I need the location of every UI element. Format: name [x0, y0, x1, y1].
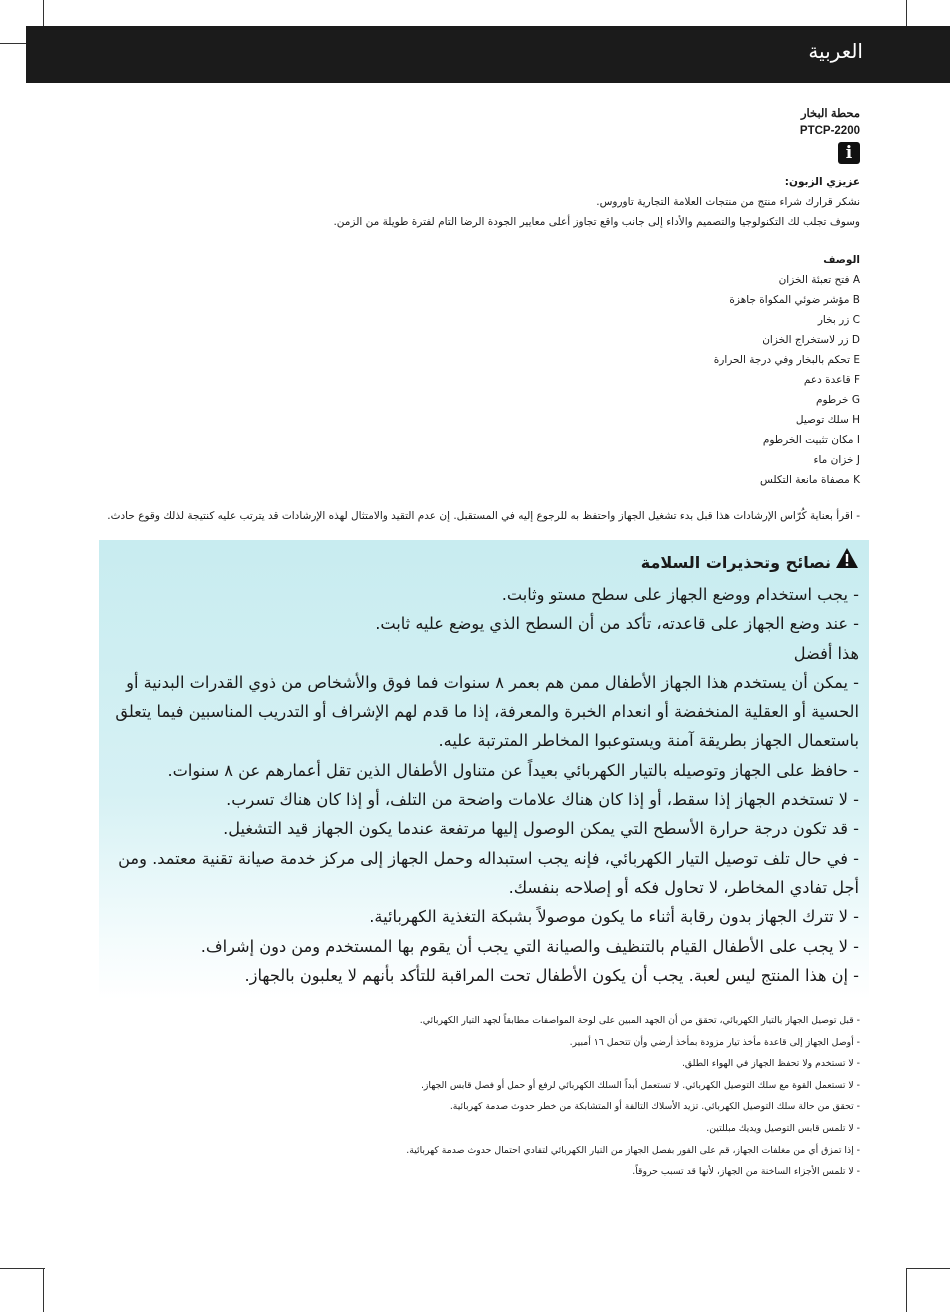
safety-item: - قد تكون درجة حرارة الأسطح التي يمكن الوصول إليها مرتفعة عندما يكون الجهاز قيد التشغيل. [223, 819, 859, 839]
crop-mark [43, 1268, 44, 1312]
safety-list [104, 580, 859, 990]
description-item: K مصفاة مانعة التكلس [759, 474, 860, 486]
safety-item: - يمكن أن يستخدم هذا الجهاز الأطفال ممن هم بعمر ٨ سنوات فما فوق والأشخاص من ذوي القدرات البدنية أو الحسية أو العقلية المنخفضة أو انعدام الخبرة والمعرفة، إذا ما قدم لهم الإشراف أو التدريب المناسبين فيما يتعلق باستعمال الجهاز بطريقة آمنة ويستوعبوا المخاطر المترتبة عليه. [115, 672, 859, 751]
additional-safety-item: - لا تستخدم ولا تحفظ الجهاز في الهواء الطلق. [681, 1058, 860, 1070]
description-item: D زر لاستخراج الخزان [762, 334, 860, 346]
additional-safety-item: - لا تستعمل القوة مع سلك التوصيل الكهربائي. لا تستعمل أبداً السلك الكهربائي لرفع أو حمل أو فصل قابس الجهاز. [420, 1079, 860, 1091]
description-item: C زر بخار [817, 314, 860, 326]
description-list [360, 270, 860, 490]
product-name: محطة البخار [800, 108, 860, 120]
crop-mark [906, 1268, 907, 1312]
description-section [360, 250, 860, 490]
safety-item: - لا تستخدم الجهاز إذا سقط، أو إذا كان هناك علامات واضحة من التلف، أو إذا كان هناك تسرب. [226, 790, 859, 810]
safety-item: هذا أفضل [793, 643, 859, 663]
additional-safety-item: - لا تلمس الأجزاء الساخنة من الجهاز، لأنها قد تسبب حروقاً. [632, 1166, 860, 1178]
description-item: E تحكم بالبخار وفي درجة الحرارة [713, 354, 860, 366]
safety-item: - يجب استخدام ووضع الجهاز على سطح مستو وثابت. [501, 585, 859, 604]
language-title: العربية [808, 39, 863, 63]
additional-safety-item: - لا تلمس قابس التوصيل ويديك مبللتين. [706, 1122, 860, 1134]
description-item: G خرطوم [815, 394, 860, 406]
info-icon: i [838, 142, 860, 164]
customer-greeting: عزيزي الزبون: [784, 176, 860, 188]
safety-item: - في حال تلف توصيل التيار الكهربائي، فإنه يجب استبداله وحمل الجهاز إلى مركز خدمة صيانة تقنية معتمد. ومن أجل تفادي المخاطر، لا تحاول فكه أو إصلاحه بنفسك. [118, 848, 859, 897]
safety-item: - إن هذا المنتج ليس لعبة. يجب أن يكون الأطفال تحت المراقبة للتأكد بأنهم لا يعلبون بالجهاز. [244, 965, 859, 985]
model-code: PTCP-2200 [799, 125, 860, 137]
additional-safety-list [160, 1010, 860, 1183]
safety-item: - لا تترك الجهاز بدون رقابة أثناء ما يكون موصولاً بشبكة التغذية الكهربائية. [369, 907, 859, 927]
description-item: A فتح تعبئة الخزان [778, 274, 860, 286]
customer-promise: وسوف تجلب لك التكنولوجيا والتصميم والأداء إلى جانب واقع تجاوز أعلى معايير الجودة الرضا التام لفترة طويلة من الزمن. [333, 216, 860, 228]
crop-mark [0, 1268, 45, 1269]
description-item: I مكان تثبيت الخرطوم [762, 434, 860, 446]
description-item: J خزان ماء [813, 454, 860, 466]
description-item: B مؤشر ضوئي المكواة جاهزة [729, 294, 860, 306]
description-item: H سلك توصيل [795, 414, 860, 426]
safety-item: - لا يجب على الأطفال القيام بالتنظيف والصيانة التي يجب أن يقوم بها المستخدم ومن دون إشراف. [200, 936, 859, 956]
customer-thanks: نشكر قرارك شراء منتج من منتجات العلامة التجارية تاوروس. [596, 196, 860, 208]
safety-title: نصائح وتحذيرات السلامة [640, 553, 831, 572]
customer-message [80, 172, 860, 232]
additional-safety-item: - إذا تمزق أي من مغلفات الجهاز، قم على الفور بفصل الجهاز من التيار الكهربائي لتفادي احتمال حدوث صدمة كهربائية. [406, 1144, 860, 1156]
safety-title-row [104, 547, 859, 580]
product-block [560, 106, 860, 164]
read-instructions-notice: - اقرأ بعناية كُرّاس الإرشادات هذا قبل بدء تشغيل الجهاز واحتفظ به للرجوع إليه في المستقبل. إن عدم التقيد والامتثال لهذه الإرشادات قد يترتب عليه كنتيجة لذلك وقوع حادث. [107, 510, 860, 522]
additional-safety-item: - تحقق من حالة سلك التوصيل الكهربائي. تزيد الأسلاك التالفة أو المتشابكة من خطر حدوث صدمة كهربائية. [449, 1101, 860, 1113]
language-header-bar [26, 26, 950, 83]
additional-safety-item: - أوصل الجهاز إلى قاعدة مأخذ تيار مزودة بمأخذ أرضي وأن تتحمل ١٦ أمبير. [569, 1036, 860, 1048]
description-item: F قاعدة دعم [803, 374, 860, 386]
crop-mark [906, 1268, 950, 1269]
description-title: الوصف [823, 254, 860, 266]
safety-item: - حافظ على الجهاز وتوصيله بالتيار الكهربائي بعيداً عن متناول الأطفال الذين تقل أعمارهم عن ٨ سنوات. [167, 760, 859, 780]
warning-triangle-icon [835, 547, 859, 580]
additional-safety-item: - قبل توصيل الجهاز بالتيار الكهربائي، تحقق من أن الجهد المبين على لوحة المواصفات مطابقاً لجهد التيار الكهربائي. [419, 1015, 860, 1026]
safety-item: - عند وضع الجهاز على قاعدته، تأكد من أن السطح الذي يوضع عليه ثابت. [375, 614, 859, 634]
safety-warnings-box [99, 540, 869, 1000]
